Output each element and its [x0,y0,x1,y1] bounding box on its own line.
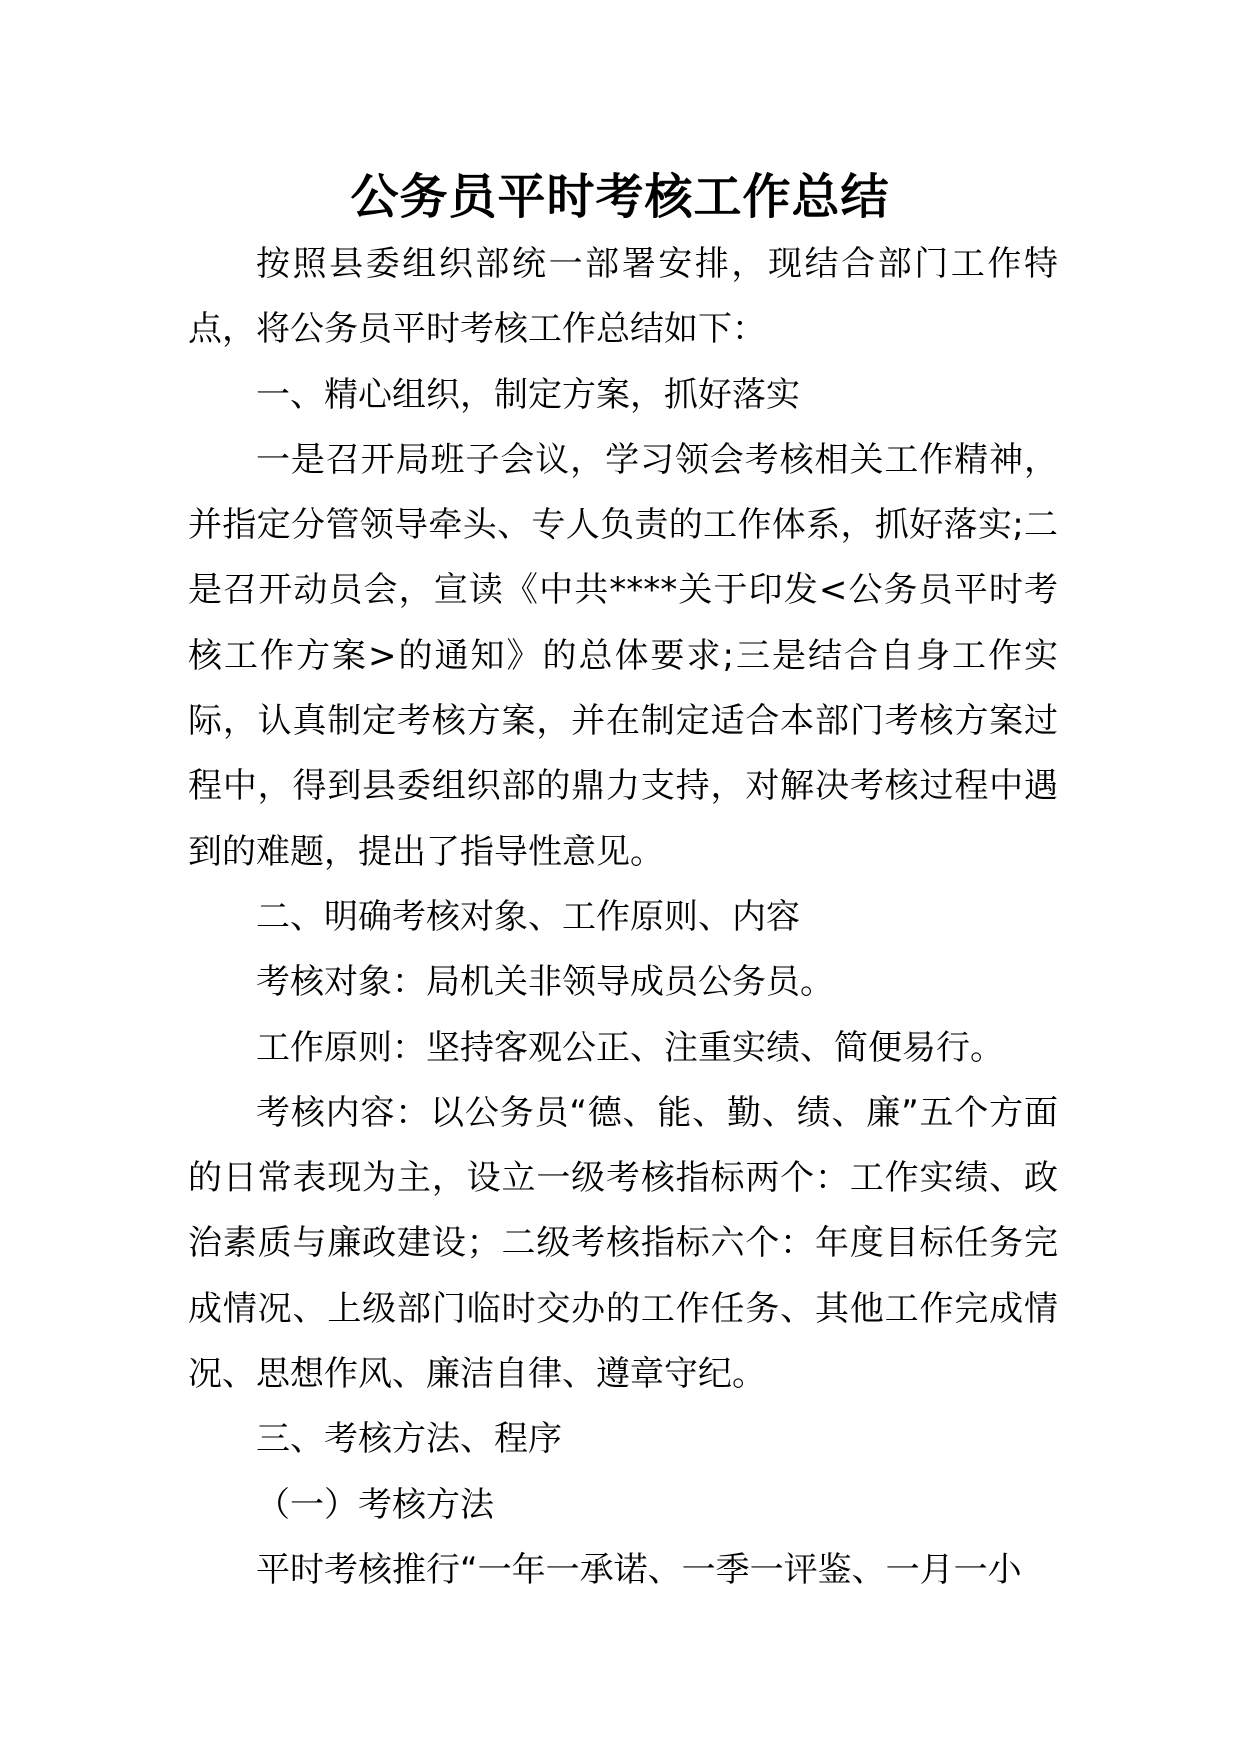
paragraph-section-1: 一是召开局班子会议，学习领会考核相关工作精神，并指定分管领导牵头、专人负责的工作体系，抓好落实;二是召开动员会，宣读《中共****关于印发<公务员平时考核工作方案>的通知》的总体要求;三是结合自身工作实际，认真制定考核方案，并在制定适合本部门考核方案过程中，得到县委组织部的鼎力支持，对解决考核过程中遇到的难题，提出了指导性意见。 [188,439,1058,872]
section-heading-1: 一、精心组织，制定方案，抓好落实 [256,374,800,415]
section-heading-2: 二、明确考核对象、工作原则、内容 [256,896,800,937]
paragraph-assessment-content: 考核内容：以公务员“德、能、勤、绩、廉”五个方面的日常表现为主，设立一级考核指标两个：工作实绩、政治素质与廉政建设；二级考核指标六个：年度目标任务完成情况、上级部门临时交办的工作任务、其他工作完成情况、思想作风、廉洁自律、遵章守纪。 [188,1092,1058,1395]
document-title: 公务员平时考核工作总结 [350,169,890,225]
section-heading-3: 三、考核方法、程序 [256,1419,562,1460]
paragraph-work-principle: 工作原则：坚持客观公正、注重实绩、简便易行。 [256,1027,1004,1068]
subsection-heading-1: （一）考核方法 [256,1484,494,1525]
document-body [188,232,1058,1603]
paragraph-intro: 按照县委组织部统一部署安排，现结合部门工作特点，将公务员平时考核工作总结如下： [188,244,1058,350]
paragraph-assessment-target: 考核对象：局机关非领导成员公务员。 [256,962,834,1003]
paragraph-assessment-method: 平时考核推行“一年一承诺、一季一评鉴、一月一小 [256,1549,1022,1590]
